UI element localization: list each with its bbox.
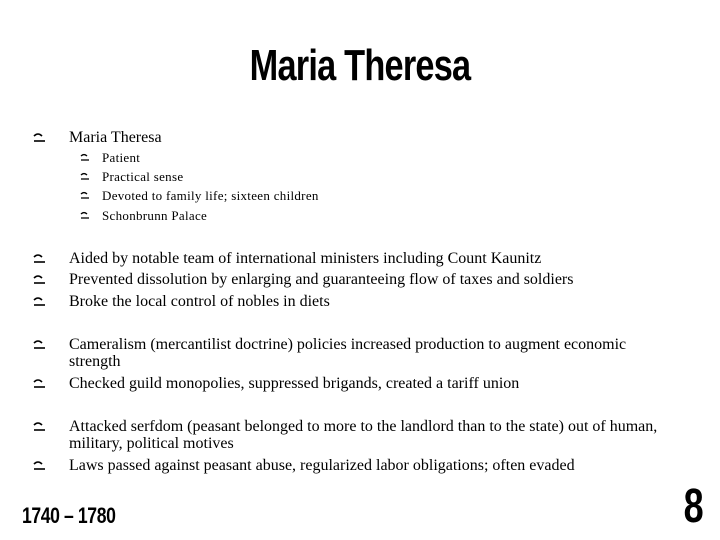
bullet-main: [33, 129, 162, 147]
sub-bullet: [80, 208, 207, 224]
curved-dash-bullet-icon: [33, 339, 47, 351]
bullet-group1: [33, 271, 573, 289]
bullet-text: Prevented dissolution by enlarging and guaranteeing flow of taxes and soldiers: [69, 271, 574, 288]
curved-dash-bullet-icon: [33, 274, 47, 286]
bullet-text: Attacked serfdom (peasant belonged to more to the landlord than to the state) out of human, military, political motives: [69, 418, 658, 452]
bullet-group3: [33, 457, 575, 475]
sub-bullet-text: Schonbrunn Palace: [102, 208, 208, 223]
bullet-group1: [33, 293, 330, 311]
bullet-text: Checked guild monopolies, suppressed brigands, created a tariff union: [69, 375, 520, 392]
sub-bullet-text: Devoted to family life; sixteen children: [102, 188, 319, 203]
curved-dash-bullet-icon: [33, 421, 47, 433]
bullet-text: Broke the local control of nobles in diets: [69, 293, 330, 310]
curved-dash-bullet-icon: [33, 460, 47, 472]
slide-title: Maria Theresa: [249, 41, 471, 90]
sub-bullet-text: Patient: [102, 150, 141, 165]
bullet-text: Cameralism (mercantilist doctrine) policies increased production to augment economic strength: [69, 336, 627, 370]
curved-dash-bullet-icon: [80, 211, 90, 221]
sub-bullet: [80, 188, 319, 204]
curved-dash-bullet-icon: [80, 153, 90, 163]
page-number: 8: [683, 480, 704, 533]
curved-dash-bullet-icon: [33, 378, 47, 390]
bullet-group3: [33, 418, 679, 452]
bullet-group1: [33, 250, 541, 268]
sub-bullet: [80, 150, 140, 166]
bullet-group2: [33, 375, 519, 393]
curved-dash-bullet-icon: [33, 296, 47, 308]
curved-dash-bullet-icon: [80, 172, 90, 182]
sub-bullet-text: Practical sense: [102, 169, 184, 184]
bullet-text: Laws passed against peasant abuse, regularized labor obligations; often evaded: [69, 457, 575, 474]
bullet-group2: [33, 336, 679, 370]
curved-dash-bullet-icon: [80, 191, 90, 201]
bullet-text: Maria Theresa: [69, 129, 162, 146]
date-range: 1740 – 1780: [22, 503, 116, 528]
sub-bullet: [80, 169, 183, 185]
curved-dash-bullet-icon: [33, 132, 47, 144]
bullet-text: Aided by notable team of international ministers including Count Kaunitz: [69, 250, 542, 267]
curved-dash-bullet-icon: [33, 253, 47, 265]
